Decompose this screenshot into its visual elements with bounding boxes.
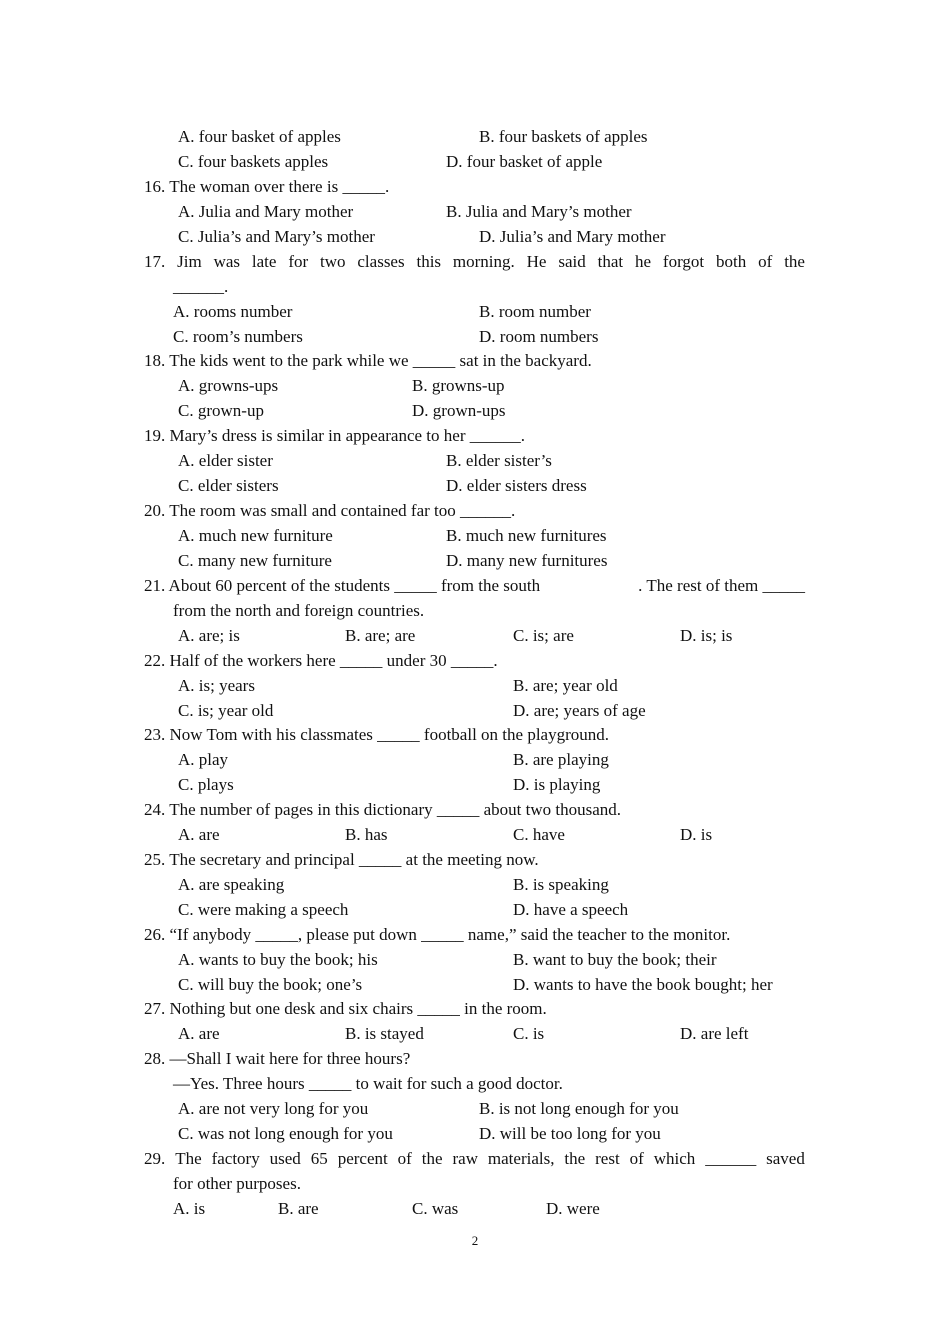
q17-word: forgot: [662, 252, 705, 271]
q17-word: said: [558, 252, 586, 271]
q29-word: saved: [766, 1149, 805, 1168]
q21-option-c: C. is; are: [513, 626, 574, 645]
q17-option-c: C. room’s numbers: [173, 327, 303, 346]
q29-option-c: C. was: [412, 1199, 459, 1218]
q16-option-b: B. Julia and Mary’s mother: [446, 202, 632, 221]
q29-word: used: [269, 1149, 301, 1168]
q29-word: raw: [452, 1149, 478, 1168]
q29-option-d: D. were: [546, 1199, 600, 1218]
q24-option-d: D. is: [680, 825, 713, 844]
q21-option-d: D. is; is: [680, 626, 733, 645]
q19-stem: 19. Mary’s dress is similar in appearance to her ______.: [144, 426, 525, 445]
q23-option-d: D. is playing: [513, 775, 601, 794]
q19-option-b: B. elder sister’s: [446, 451, 552, 470]
q17-word: classes: [357, 252, 405, 271]
q28-stem-continued: —Yes. Three hours _____ to wait for such a good doctor.: [173, 1074, 563, 1093]
q18-option-d: D. grown-ups: [412, 401, 506, 420]
q27-option-a: A. are: [178, 1024, 220, 1043]
q29-word: factory: [211, 1149, 260, 1168]
q29-word: which: [653, 1149, 696, 1168]
q21-stem: [144, 573, 805, 598]
q29-word: rest: [595, 1149, 620, 1168]
q23-option-b: B. are playing: [513, 750, 609, 769]
q16-option-c: C. Julia’s and Mary’s mother: [178, 227, 375, 246]
q20-stem: 20. The room was small and contained far too ______.: [144, 501, 516, 520]
q17-word: the: [784, 252, 805, 271]
q23-option-a: A. play: [178, 750, 229, 769]
q18-option-b: B. growns-up: [412, 376, 505, 395]
q20-option-b: B. much new furnitures: [446, 526, 607, 545]
q17-word: Jim: [177, 252, 202, 271]
q26-option-b: B. want to buy the book; their: [513, 950, 717, 969]
q29-option-a: A. is: [173, 1199, 206, 1218]
q22-option-a: A. is; years: [178, 676, 255, 695]
q15-option-d: D. four basket of apple: [446, 152, 603, 171]
q28-stem: 28. —Shall I wait here for three hours?: [144, 1049, 411, 1068]
q27-stem: 27. Nothing but one desk and six chairs _____ in the room.: [144, 999, 547, 1018]
q20-option-c: C. many new furniture: [178, 551, 332, 570]
q22-option-c: C. is; year old: [178, 701, 274, 720]
q15-option-b: B. four baskets of apples: [479, 127, 648, 146]
q17-word: that: [597, 252, 624, 271]
q21-stem-part: . The rest of them _____: [638, 576, 805, 595]
q24-option-c: C. have: [513, 825, 565, 844]
q26-option-d: D. wants to have the book bought; her: [513, 975, 773, 994]
q24-option-b: B. has: [345, 825, 388, 844]
q19-option-d: D. elder sisters dress: [446, 476, 587, 495]
q28-option-c: C. was not long enough for you: [178, 1124, 393, 1143]
q17-option-b: B. room number: [479, 302, 591, 321]
q22-option-d: D. are; years of age: [513, 701, 646, 720]
q27-option-c: C. is: [513, 1024, 545, 1043]
q17-word: two: [320, 252, 346, 271]
q24-stem: 24. The number of pages in this dictionary _____ about two thousand.: [144, 800, 622, 819]
q25-option-d: D. have a speech: [513, 900, 629, 919]
q17-stem: [144, 249, 805, 274]
q17-stem-continued: ______.: [173, 277, 229, 296]
q17-word: both: [716, 252, 747, 271]
q21-option-a: A. are; is: [178, 626, 240, 645]
q17-option-d: D. room numbers: [479, 327, 599, 346]
q29-word: ______: [705, 1149, 757, 1168]
q15-option-a: A. four basket of apples: [178, 127, 341, 146]
q17-word: He: [526, 252, 547, 271]
q29-word: the: [564, 1149, 586, 1168]
q17-word: 17.: [144, 252, 166, 271]
q29-word: 29.: [144, 1149, 166, 1168]
q26-stem: 26. “If anybody _____, please put down _____ name,” said the teacher to the monitor.: [144, 925, 731, 944]
q29-word: 65: [310, 1149, 328, 1168]
q17-word: morning.: [452, 252, 515, 271]
q29-stem: [144, 1146, 805, 1171]
q16-stem: 16. The woman over there is _____.: [144, 177, 390, 196]
q18-option-c: C. grown-up: [178, 401, 264, 420]
q23-stem: 23. Now Tom with his classmates _____ football on the playground.: [144, 725, 610, 744]
q21-option-b: B. are; are: [345, 626, 416, 645]
q21-stem-continued: from the north and foreign countries.: [173, 601, 425, 620]
q21-stem-part: 21. About 60 percent of the students _____ from the south: [144, 576, 541, 595]
q27-option-d: D. are left: [680, 1024, 749, 1043]
q29-word: of: [397, 1149, 412, 1168]
q17-word: of: [758, 252, 773, 271]
q29-word: The: [175, 1149, 202, 1168]
q16-option-d: D. Julia’s and Mary mother: [479, 227, 666, 246]
q23-option-c: C. plays: [178, 775, 234, 794]
q25-stem: 25. The secretary and principal _____ at the meeting now.: [144, 850, 539, 869]
q29-word: of: [629, 1149, 644, 1168]
q18-option-a: A. growns-ups: [178, 376, 279, 395]
q22-option-b: B. are; year old: [513, 676, 618, 695]
q29-word: the: [421, 1149, 443, 1168]
q19-option-c: C. elder sisters: [178, 476, 279, 495]
q19-option-a: A. elder sister: [178, 451, 273, 470]
q28-option-a: A. are not very long for you: [178, 1099, 369, 1118]
q26-option-c: C. will buy the book; one’s: [178, 975, 363, 994]
q25-option-b: B. is speaking: [513, 875, 609, 894]
q25-option-c: C. were making a speech: [178, 900, 349, 919]
q25-option-a: A. are speaking: [178, 875, 285, 894]
q17-word: he: [635, 252, 652, 271]
q28-option-b: B. is not long enough for you: [479, 1099, 679, 1118]
q28-option-d: D. will be too long for you: [479, 1124, 661, 1143]
q16-option-a: A. Julia and Mary mother: [178, 202, 354, 221]
q22-stem: 22. Half of the workers here _____ under 30 _____.: [144, 651, 498, 670]
q15-option-c: C. four baskets apples: [178, 152, 329, 171]
page-number: 2: [471, 1233, 479, 1248]
q17-option-a: A. rooms number: [173, 302, 293, 321]
q26-option-a: A. wants to buy the book; his: [178, 950, 378, 969]
q29-stem-continued: for other purposes.: [173, 1174, 301, 1193]
q20-option-a: A. much new furniture: [178, 526, 333, 545]
q29-word: percent: [337, 1149, 388, 1168]
q29-option-b: B. are: [278, 1199, 319, 1218]
q24-option-a: A. are: [178, 825, 220, 844]
q17-word: was: [213, 252, 241, 271]
q17-word: for: [288, 252, 309, 271]
q17-word: late: [251, 252, 277, 271]
q27-option-b: B. is stayed: [345, 1024, 424, 1043]
q18-stem: 18. The kids went to the park while we _____ sat in the backyard.: [144, 351, 592, 370]
q29-word: materials,: [487, 1149, 555, 1168]
q20-option-d: D. many new furnitures: [446, 551, 608, 570]
q17-word: this: [416, 252, 442, 271]
